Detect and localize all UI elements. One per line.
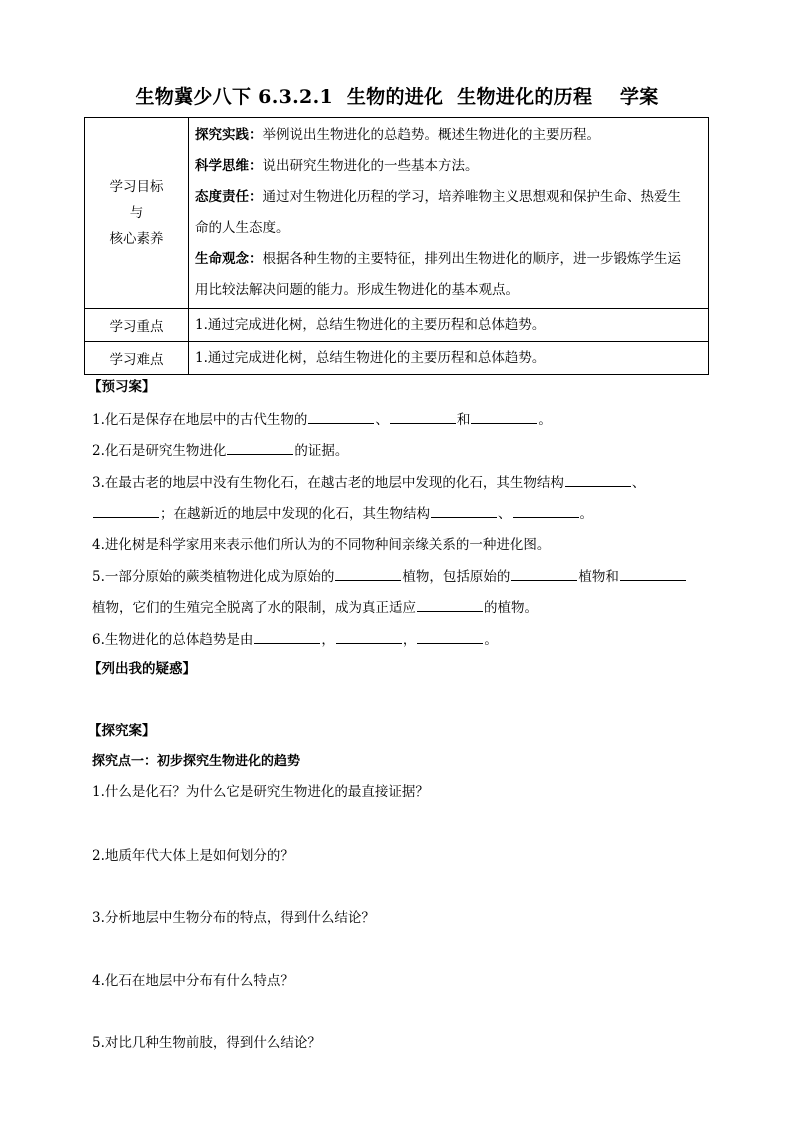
answer-blank[interactable] [227, 440, 293, 455]
objectives-label-line: 与 [129, 205, 144, 221]
objective-label: 生命观念： [195, 251, 263, 267]
question-text: 的证据。 [294, 443, 349, 459]
question-text: ；在越新近的地层中发现的化石，其生物结构 [160, 506, 430, 522]
objective-text: 说出研究生物进化的一些基本方法。 [262, 158, 479, 174]
question-text: 的植物。 [484, 600, 538, 616]
answer-blank[interactable] [336, 629, 402, 644]
answer-blank[interactable] [620, 566, 686, 581]
answer-blank[interactable] [513, 503, 579, 518]
explore-question-2: 2.地质年代大体上是如何划分的？ [92, 848, 294, 864]
answer-blank[interactable] [335, 566, 401, 581]
objectives-label-cell [85, 118, 189, 309]
objective-text: 根据各种生物的主要特征，排列出生物进化的顺序，进一步锻炼学生运 [262, 251, 681, 267]
objectives-label-line: 学习目标 [109, 179, 164, 195]
objectives-label-line: 核心素养 [109, 231, 164, 247]
difficulty-text: 1.通过完成进化树，总结生物进化的主要历程和总体趋势。 [189, 342, 709, 375]
question-text: 3.在最古老的地层中没有生物化石，在越古老的地层中发现的化石，其生物结构 [92, 475, 564, 491]
objective-practice [195, 120, 702, 151]
objective-text: 用比较法解决问题的能力。形成生物进化的基本观点。 [195, 282, 519, 298]
answer-blank[interactable] [417, 597, 483, 612]
question-text: 1.化石是保存在地层中的古代生物的 [92, 412, 308, 428]
answer-blank[interactable] [511, 566, 577, 581]
explore-question-5: 5.对比几种生物前肢，得到什么结论？ [92, 1035, 321, 1051]
key-point-text: 1.通过完成进化树，总结生物进化的主要历程和总体趋势。 [189, 309, 709, 342]
objective-thinking [195, 151, 702, 182]
question-text: 6.生物进化的总体趋势是由 [92, 632, 254, 648]
answer-blank[interactable] [565, 472, 631, 487]
answer-blank[interactable] [431, 503, 497, 518]
question-text: ， [321, 632, 335, 648]
preview-question-4: 4.进化树是科学家用来表示他们所认为的不同物种间亲缘关系的一种进化图。 [92, 537, 551, 553]
question-text: 。 [484, 632, 498, 648]
page-title: 生物冀少八下 6.3.2.1 生物的进化 生物进化的历程 学案 [135, 86, 659, 108]
objectives-content-cell [189, 118, 709, 309]
explore-question-1: 1.什么是化石？为什么它是研究生物进化的最直接证据？ [92, 784, 429, 800]
objective-text: 举例说出生物进化的总趋势。概述生物进化的主要历程。 [262, 127, 600, 143]
question-text: 。 [579, 506, 593, 522]
question-text: ， [402, 632, 417, 648]
explore-heading: 【探究案】 [88, 723, 156, 739]
explore-point-1: 探究点一：初步探究生物进化的趋势 [92, 754, 301, 769]
explore-question-4: 4.化石在地层中分布有什么特点？ [92, 973, 294, 989]
preview-question-3 [92, 471, 712, 491]
objective-text: 通过对生物进化历程的学习，培养唯物主义思想观和保护生命、热爱生 [262, 189, 681, 205]
objective-text: 命的人生态度。 [195, 220, 290, 236]
objective-label: 态度责任： [195, 189, 263, 205]
answer-blank[interactable] [417, 629, 483, 644]
preview-question-6 [92, 628, 712, 648]
objective-label: 探究实践： [195, 127, 263, 143]
difficulty-label: 学习难点 [85, 342, 189, 375]
objective-life-concept [195, 244, 702, 306]
answer-blank[interactable] [93, 503, 159, 518]
answer-blank[interactable] [390, 409, 456, 424]
explore-question-3: 3.分析地层中生物分布的特点，得到什么结论？ [92, 910, 375, 926]
question-text: 2.化石是研究生物进化 [92, 443, 227, 459]
objectives-table [84, 117, 709, 375]
preview-heading: 【预习案】 [88, 379, 156, 395]
answer-blank[interactable] [254, 629, 320, 644]
preview-question-1 [92, 408, 712, 428]
question-text: 和 [456, 412, 471, 428]
question-text: 植物，包括原始的 [402, 569, 511, 585]
question-text: 植物和 [578, 569, 619, 585]
question-text: 植物，它们的生殖完全脱离了水的限制，成为真正适应 [92, 600, 416, 616]
preview-question-2 [92, 439, 712, 459]
key-point-label: 学习重点 [85, 309, 189, 342]
question-text: 。 [538, 412, 552, 428]
preview-question-5 [92, 565, 712, 585]
objective-label: 科学思维： [195, 158, 263, 174]
question-text: 5.一部分原始的蕨类植物进化成为原始的 [92, 569, 335, 585]
question-text: 、 [375, 412, 389, 428]
preview-question-3-cont [92, 502, 712, 522]
answer-blank[interactable] [471, 409, 537, 424]
objective-attitude [195, 182, 702, 244]
question-text: 、 [631, 475, 646, 491]
question-text: 、 [498, 506, 512, 522]
doubts-heading: 【列出我的疑惑】 [88, 661, 196, 677]
answer-blank[interactable] [308, 409, 374, 424]
preview-question-5-cont [92, 596, 712, 616]
